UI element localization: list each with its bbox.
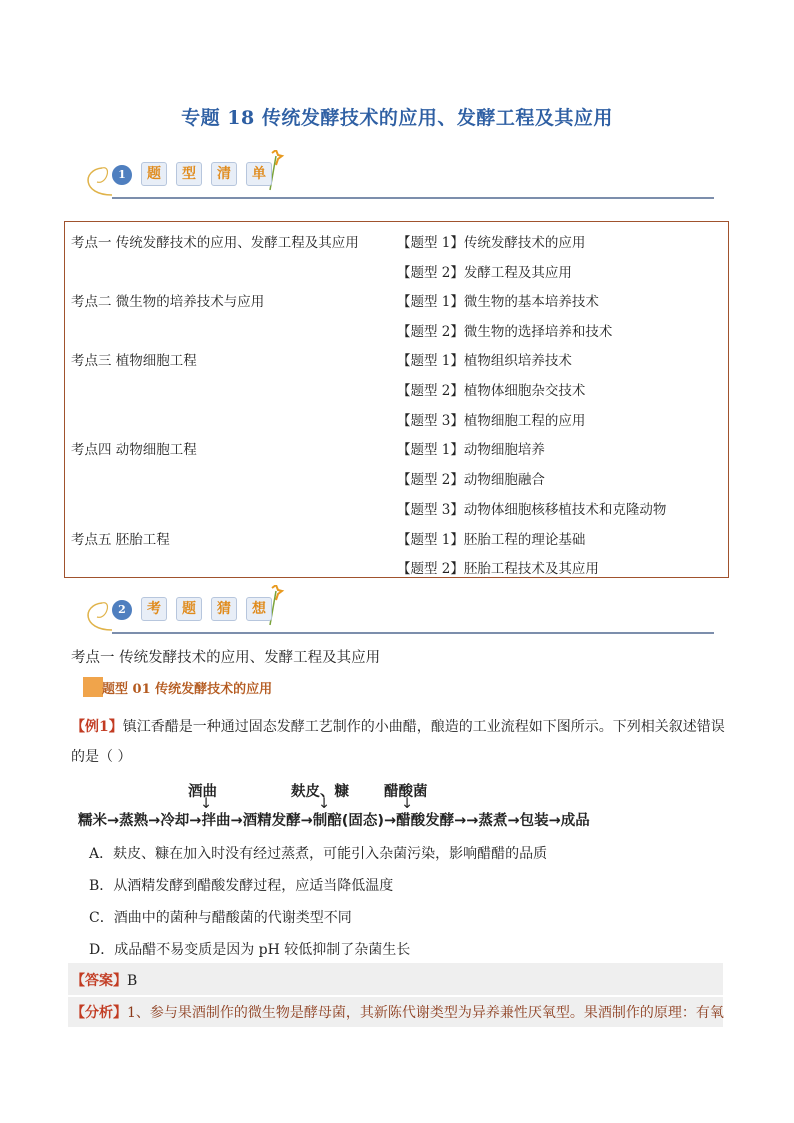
analysis-line [71, 1002, 724, 1022]
toc-topic: 考点三 植物细胞工程 [71, 353, 197, 369]
toc-type-item: 【题型 2】植物体细胞杂交技术 [397, 383, 586, 399]
example-question-line2: 的是（ ） [71, 749, 132, 765]
answer-line [71, 970, 137, 990]
flow-main-chain: 糯米→蒸熟→冷却→拌曲→酒精发酵→制醅(固态)→醋酸发酵→→蒸煮→包装→成品 [78, 813, 590, 829]
toc-type-item: 【题型 2】胚胎工程技术及其应用 [397, 561, 599, 577]
toc-type-item: 【题型 1】动物细胞培养 [397, 442, 545, 458]
page-title: 专题 18 传统发酵技术的应用、发酵工程及其应用 [181, 107, 613, 129]
option-a: A．麸皮、糠在加入时没有经过蒸煮，可能引入杂菌污染，影响醋醋的品质 [89, 846, 548, 862]
banner-char: 题 [176, 597, 202, 621]
answer-panel [68, 963, 723, 995]
option-d: D．成品醋不易变质是因为 pH 较低抑制了杂菌生长 [89, 942, 411, 958]
toc-type-item: 【题型 2】动物细胞融合 [397, 472, 545, 488]
banner-number-badge: 2 [112, 600, 132, 620]
toc-type-item: 【题型 2】发酵工程及其应用 [397, 265, 572, 281]
banner-char: 型 [176, 162, 202, 186]
analysis-tag: 【分析】 [71, 1005, 127, 1021]
banner-char: 题 [141, 162, 167, 186]
type-label: 题型 01 传统发酵技术的应用 [102, 682, 273, 697]
answer-value: B [127, 973, 138, 989]
example-tag: 【例1】 [71, 719, 123, 735]
section-banner-guess [72, 585, 722, 631]
process-flow-diagram [78, 778, 718, 834]
banner-char: 猜 [211, 597, 237, 621]
down-arrow-icon: ↓ [318, 796, 331, 812]
section-banner-type-list [72, 150, 722, 196]
toc-type-item: 【题型 1】微生物的基本培养技术 [397, 294, 599, 310]
toc-type-item: 【题型 2】微生物的选择培养和技术 [397, 324, 613, 340]
option-b: B．从酒精发酵到醋酸发酵过程，应适当降低温度 [89, 878, 394, 894]
banner-decoration [72, 585, 722, 635]
flow-input-label: 麸皮、糠 [291, 784, 349, 800]
toc-topic: 考点一 传统发酵技术的应用、发酵工程及其应用 [71, 235, 359, 251]
down-arrow-icon: ↓ [401, 796, 414, 812]
toc-topic: 考点四 动物细胞工程 [71, 442, 197, 458]
toc-type-item: 【题型 3】植物细胞工程的应用 [397, 413, 586, 429]
banner-char: 想 [246, 597, 272, 621]
toc-type-item: 【题型 1】植物组织培养技术 [397, 353, 572, 369]
analysis-text: 1、参与果酒制作的微生物是酵母菌，其新陈代谢类型为异养兼性厌氧型。果酒制作的原理：有氧 [127, 1005, 724, 1021]
type-square-marker [83, 677, 103, 697]
toc-topic: 考点五 胚胎工程 [71, 532, 170, 548]
toc-type-item: 【题型 1】胚胎工程的理论基础 [397, 532, 586, 548]
toc-topic: 考点二 微生物的培养技术与应用 [71, 294, 265, 310]
toc-type-item: 【题型 3】动物体细胞核移植技术和克隆动物 [397, 502, 667, 518]
banner-number-badge: 1 [112, 165, 132, 185]
banner-char: 考 [141, 597, 167, 621]
banner-char: 清 [211, 162, 237, 186]
question-type-bar [83, 677, 723, 699]
option-c: C．酒曲中的菌种与醋酸菌的代谢类型不同 [89, 910, 352, 926]
answer-tag: 【答案】 [71, 973, 127, 989]
flow-input-label: 醋酸菌 [384, 784, 428, 800]
topic-heading: 考点一 传统发酵技术的应用、发酵工程及其应用 [71, 650, 381, 666]
example-question-line1: 【例1】镇江香醋是一种通过固态发酵工艺制作的小曲醋，酿造的工业流程如下图所示。下列相关叙述错误 [71, 719, 725, 735]
banner-char: 单 [246, 162, 272, 186]
down-arrow-icon: ↓ [200, 796, 213, 812]
flow-input-label: 酒曲 [188, 784, 217, 800]
toc-type-item: 【题型 1】传统发酵技术的应用 [397, 235, 586, 251]
banner-decoration [72, 150, 722, 200]
